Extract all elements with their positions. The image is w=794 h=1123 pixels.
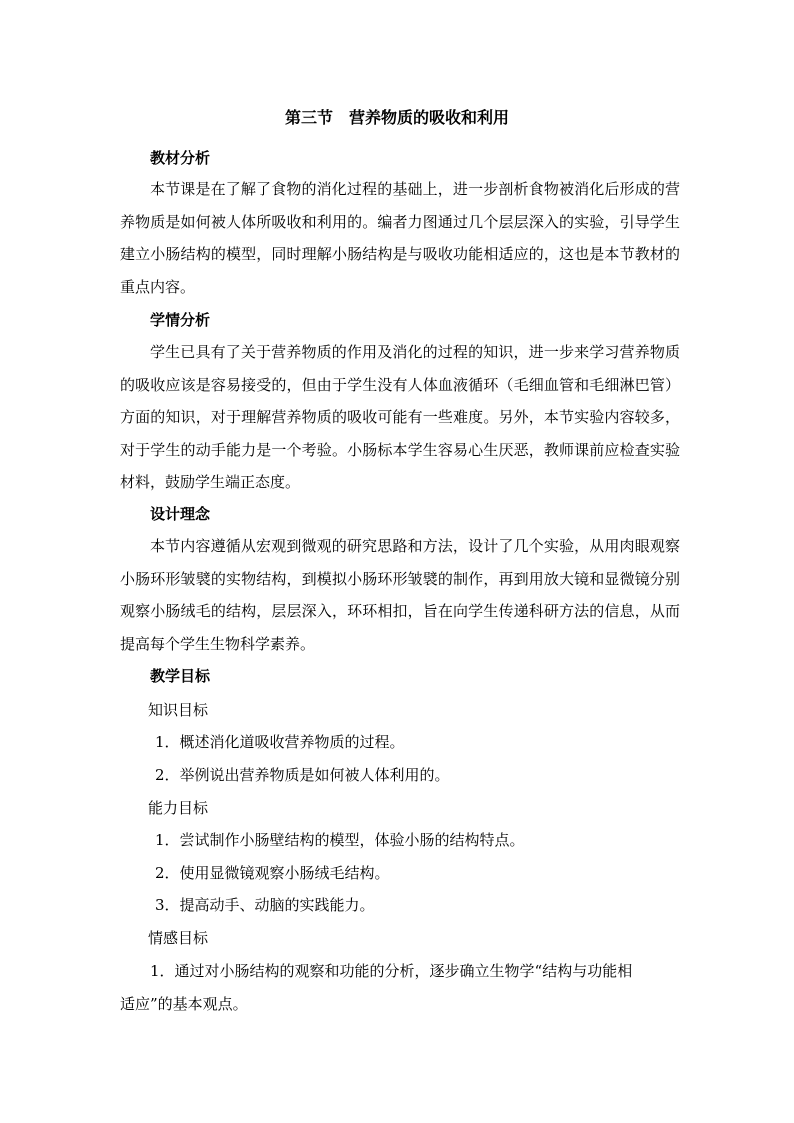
- list-item: 1．概述消化道吸收营养物质的过程。: [155, 733, 405, 751]
- list-item: 1．通过对小肠结构的观察和功能的分析，逐步确立生物学“结构与功能相: [150, 962, 633, 980]
- subheading-ability-goals: 能力目标: [148, 799, 209, 817]
- subheading-emotion-goals: 情感目标: [148, 929, 209, 947]
- section-heading-design-concept: 设计理念: [150, 505, 211, 523]
- section-heading-teaching-goals: 教学目标: [150, 667, 211, 685]
- subheading-knowledge-goals: 知识目标: [148, 701, 209, 719]
- list-item: 1．尝试制作小肠壁结构的模型，体验小肠的结构特点。: [155, 831, 525, 849]
- page-title: 第三节 营养物质的吸收和利用: [284, 108, 509, 127]
- paragraph-design-concept: 本节内容遵循从宏观到微观的研究思路和方法，设计了几个实验，从用肉眼观察小肠环形皱襞的实物结构，到模拟小肠环形皱襞的制作，再到用放大镜和显微镜分别观察小肠绒毛的结构，层层深入，环环相扣，旨在向学生传递科研方法的信息，从而提高每个学生生物科学素养。: [120, 537, 680, 653]
- section-heading-student-analysis: 学情分析: [150, 311, 211, 329]
- list-item: 2．使用显微镜观察小肠绒毛结构。: [155, 864, 390, 882]
- paragraph-textbook-analysis: 本节课是在了解了食物的消化过程的基础上，进一步剖析食物被消化后形成的营养物质是如何被人体所吸收和利用的。编者力图通过几个层层深入的实验，引导学生建立小肠结构的模型，同时理解小肠结构是与吸收功能相适应的，这也是本节教材的重点内容。: [120, 180, 680, 296]
- list-item: 3．提高动手、动脑的实践能力。: [155, 896, 375, 914]
- paragraph-student-analysis: 学生已具有了关于营养物质的作用及消化的过程的知识，进一步来学习营养物质的吸收应该是容易接受的，但由于学生没有人体血液循环（毛细血管和毛细淋巴管）方面的知识，对于理解营养物质的吸收可能有一些难度。另外，本节实验内容较多，对于学生的动手能力是一个考验。小肠标本学生容易心生厌恶，教师课前应检查实验材料，鼓励学生端正态度。: [120, 343, 680, 491]
- list-item-continuation: 适应”的基本观点。: [120, 995, 248, 1013]
- section-heading-textbook-analysis: 教材分析: [150, 149, 211, 167]
- list-item: 2．举例说出营养物质是如何被人体利用的。: [155, 766, 450, 784]
